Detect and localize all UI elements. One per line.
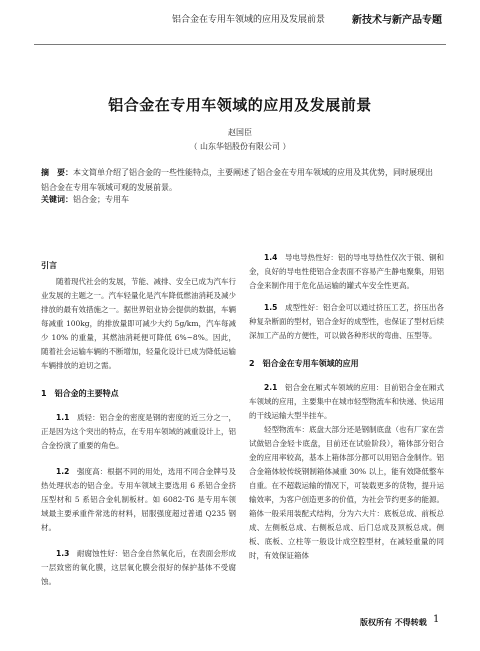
left-column	[41, 259, 236, 589]
paragraph-2-1	[249, 381, 444, 423]
intro-heading: 引言	[41, 261, 57, 270]
article-title: 铝合金在专用车领域的应用及发展前景	[108, 96, 372, 114]
paragraph-1-5-text: 成型性好：铝合金可以通过挤压工艺，挤压出各种复杂断面的型材，铝合金好的成型性，也保证了型材后续深加工产品的方便性，可以做各种形状的弯曲、压型等。	[249, 303, 445, 340]
copyright-notice: 版权所有 不得转载	[360, 618, 427, 627]
paragraph-1-4	[249, 251, 444, 293]
paragraph-1-3-number: 1.3	[56, 549, 70, 558]
paragraph-1-1-number: 1.1	[56, 413, 70, 422]
running-header-title: 铝合金在专用车领域的应用及发展前景	[172, 15, 326, 25]
paragraph-2-1-number: 2.1	[264, 383, 278, 392]
abstract	[41, 165, 439, 195]
paragraph-1-5-number: 1.5	[264, 303, 278, 312]
running-header	[0, 0, 480, 44]
section-2-heading: 2 铝合金在专用车领域的应用	[249, 359, 359, 368]
paragraph-1-2-text: 强度高：根据不同的用处，选用不同合金牌号及热处理状态的铝合金。专用车领域主要选用 6 系铝合金挤压型材和 5 系铝合金轧制板材。如 6082-T6 是专用车领域最主要承重件常选的材料，屈服强度超过普通 Q235 钢材。	[41, 467, 237, 532]
page-number: 1	[433, 614, 440, 625]
paragraph-1-5	[249, 301, 444, 343]
keywords-text: 铝合金；专用车	[73, 195, 129, 204]
paragraph-1-1-text: 质轻：铝合金的密度是钢的密度的近三分之一，正是因为这个突出的特点，在专用车领域的减重设计上，铝合金扮演了重要的角色。	[41, 413, 237, 450]
paragraph-2-1-text: 铝合金在厢式车领域的应用：目前铝合金在厢式车领域的应用，主要集中在城市轻型物流车和快递、快运用的干线运输大型半挂车。	[249, 383, 445, 420]
header-divider	[34, 44, 446, 45]
abstract-text: 本文简单介绍了铝合金的一些性能特点，主要阐述了铝合金在专用车领域的应用及其优势，同时展现出铝合金在专用车领域可观的发展前景。	[41, 168, 433, 192]
paragraph-1-1	[41, 411, 236, 453]
keywords-label: 关键词：	[41, 195, 73, 204]
paragraph-1-2-number: 1.2	[56, 467, 70, 476]
author-name: 赵国臣	[228, 128, 252, 137]
paragraph-2-1-body: 轻型物流车：底盘大部分还是钢制底盘（也有厂家在尝试做铝合金轻卡底盘，目前还在试验阶段），箱体部分铝合金的应用率较高，基本上箱体部分都可以用铝合金制作。铝合金箱体较传统钢制箱体减重 30% 以上，能有效降低整车自重。在不超载运输的情况下，可装载更多的货物，提升运输效率，为客户创造更多的价值，为社会节约更多的能源。箱体一般采用装配式结构，分为六大片：底板总成、前板总成、左侧板总成、右侧板总成、后门总成及顶板总成。侧板、底板、立柱等一般设计成空腔型材，在减轻重量的同时，有效保证箱体	[249, 425, 444, 560]
running-header-column: 新技术与新产品专题	[352, 15, 442, 26]
paragraph-1-3	[41, 547, 236, 589]
abstract-label: 摘 要：	[41, 168, 73, 177]
section-1-heading: 1 铝合金的主要特点	[41, 389, 119, 398]
keywords	[41, 194, 439, 206]
right-column	[249, 251, 444, 563]
paragraph-1-4-number: 1.4	[264, 253, 278, 262]
paragraph-1-2	[41, 465, 236, 535]
paragraph-1-3-text: 耐腐蚀性好：铝合金自然氧化后，在表面会形成一层致密的氧化膜，这层氧化膜会很好的保护基体不受腐蚀。	[41, 549, 237, 586]
author-affiliation: （ 山东华铝股份有限公司 ）	[189, 142, 291, 151]
paragraph-1-4-text: 导电导热性好：铝的导电导热性仅次于银、铜和金，良好的导电性使铝合金表面不容易产生静电聚集，用铝合金来制作用于危化品运输的罐式车安全性更高。	[249, 253, 445, 290]
intro-paragraph: 随着现代社会的发展，节能、减排、安全已成为汽车行业发展的主题之一。汽车轻量化是汽车降低燃油消耗及减少排放的最有效措施之一。据世界铝业协会提供的数据，车辆每减重 100kg，的排放量即可减少大约 5g/km，汽车每减少 10% 的重量，其燃油消耗便可降低 6%~8%。因此，随着社会运输车辆的不断增加，轻量化设计已成为降低运输车辆排放的迫切之需。	[41, 277, 236, 370]
